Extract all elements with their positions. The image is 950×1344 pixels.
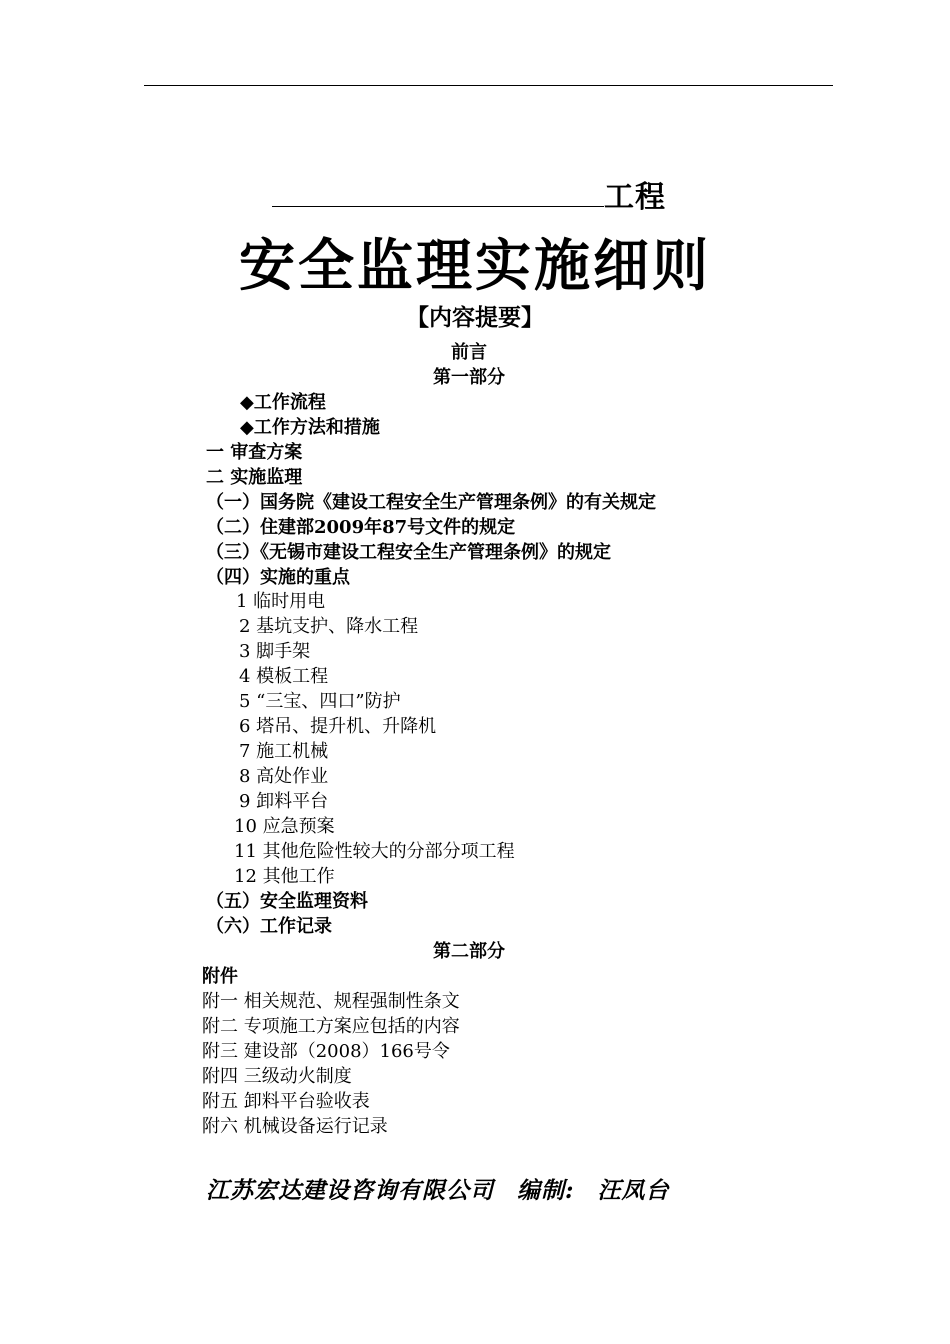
toc-item: 2 基坑支护、降水工程 <box>239 616 419 637</box>
appendix-heading: 附件 <box>202 966 238 987</box>
toc-bullet-methods: ◆工作方法和措施 <box>240 417 380 438</box>
toc-subsection-4: （四）实施的重点 <box>206 567 350 588</box>
toc-section-1: 一 审查方案 <box>206 442 303 463</box>
project-suffix: 工程 <box>604 180 666 215</box>
appendix-item: 附一 相关规范、规程强制性条文 <box>202 991 460 1012</box>
toc-item: 7 施工机械 <box>239 741 329 762</box>
header-rule <box>144 85 833 86</box>
toc-item: 3 脚手架 <box>239 641 311 662</box>
appendix-item: 附六 机械设备运行记录 <box>202 1116 388 1137</box>
editor-label: 编制: <box>517 1177 575 1204</box>
toc-subsection-1: （一）国务院《建设工程安全生产管理条例》的有关规定 <box>206 492 656 513</box>
toc-preface: 前言 <box>451 342 487 363</box>
toc-subsection-6: （六）工作记录 <box>206 916 332 937</box>
toc-item: 1 临时用电 <box>236 591 326 612</box>
toc-item: 9 卸料平台 <box>239 791 329 812</box>
appendix-item: 附三 建设部（2008）166号令 <box>202 1041 450 1062</box>
toc-part1: 第一部分 <box>433 367 505 388</box>
editor-name: 汪凤台 <box>597 1177 670 1204</box>
toc-subsection-3: （三）《无锡市建设工程安全生产管理条例》的规定 <box>206 542 611 563</box>
toc-bullet-workflow: ◆工作流程 <box>240 392 326 413</box>
summary-label: 【内容提要】 <box>406 304 544 331</box>
company-name: 江苏宏达建设咨询有限公司 <box>206 1177 494 1204</box>
appendix-item: 附四 三级动火制度 <box>202 1066 352 1087</box>
toc-item: 8 高处作业 <box>239 766 329 787</box>
toc-part2: 第二部分 <box>433 941 505 962</box>
toc-section-2: 二 实施监理 <box>206 467 303 488</box>
project-name-blank <box>272 206 604 207</box>
toc-subsection-2: （二）住建部2009年87号文件的规定 <box>206 517 516 538</box>
toc-item: 12 其他工作 <box>234 866 335 887</box>
toc-item: 4 模板工程 <box>239 666 329 687</box>
footer-credit <box>206 1172 684 1205</box>
toc-subsection-5: （五）安全监理资料 <box>206 891 368 912</box>
appendix-item: 附五 卸料平台验收表 <box>202 1091 370 1112</box>
toc-item: 6 塔吊、提升机、升降机 <box>239 716 437 737</box>
document-title: 安全监理实施细则 <box>239 234 711 299</box>
toc-item: 11 其他危险性较大的分部分项工程 <box>234 841 515 862</box>
appendix-item: 附二 专项施工方案应包括的内容 <box>202 1016 460 1037</box>
toc-item: 10 应急预案 <box>234 816 335 837</box>
toc-item: 5 “三宝、四口”防护 <box>239 691 401 712</box>
